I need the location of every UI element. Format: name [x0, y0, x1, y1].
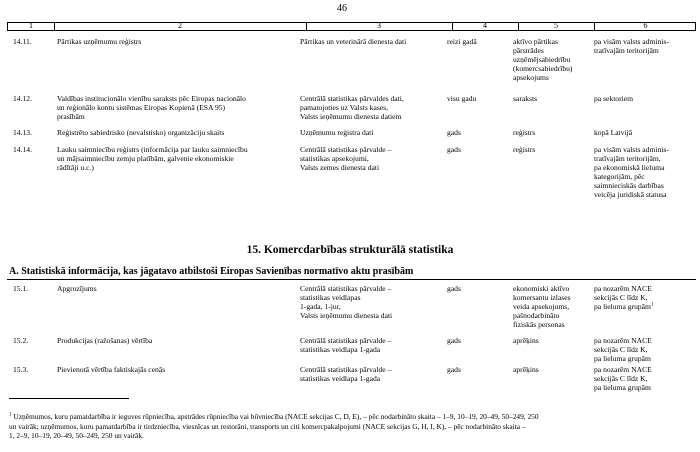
footnote-line: un vairāk; uzņēmumos, kuru pamatdarbība ir tirdzniecība, viesnīcas un restorāni, transports un citi komercpakalpojumi (NACE sekcijas G, H, I, K), – pēc nodarbināto skaita –: [9, 421, 526, 431]
footnote: [9, 412, 689, 441]
row-source: pamatojoties uz Valsts kases,: [300, 103, 389, 112]
row-source: statistikas veidlapa 1-gada: [300, 374, 381, 383]
row-indicator: Pievienotā vērtība faktiskajās cenās: [57, 365, 166, 374]
row-indicator: Apgrozījums: [57, 284, 97, 293]
row-source: statistikas veidlapas: [300, 293, 361, 302]
footnote-reference: 1: [650, 302, 654, 308]
row-detail: pa lieluma grupām: [594, 354, 651, 363]
row-detail: pa visām valsts adminis-: [594, 37, 669, 46]
row-indicator: prasībām: [57, 112, 85, 121]
row-method: apsekojums: [513, 73, 549, 82]
footnote-mark: 1: [9, 412, 12, 418]
row-detail: sekcijās C līdz K,: [594, 293, 648, 302]
row-frequency: reizi gadā: [447, 37, 477, 46]
row-method: aktīvo pārtikas: [513, 37, 558, 46]
row-frequency: visu gadu: [447, 94, 477, 103]
row-method: reģistrs: [513, 145, 536, 154]
row-source: Valsts zemes dienesta dati: [300, 163, 380, 172]
col-header-5: 5: [554, 21, 558, 30]
row-source: Uzņēmumu reģistra dati: [300, 128, 374, 137]
row-number: 14.14.: [13, 145, 32, 154]
row-number: 14.11.: [13, 37, 32, 46]
row-indicator: un reģionālo kontu sistēmas Eiropas Kopienā (ESA 95): [57, 103, 226, 112]
row-detail: pa visām valsts adminis-: [594, 145, 669, 154]
footnote-line: 1, 2–9, 10–19, 20–49, 50–249, 250 un vairāk.: [9, 431, 144, 440]
row-detail: sekcijās C līdz K,: [594, 374, 648, 383]
row-frequency: gads: [447, 145, 461, 154]
row-method: pašnodarbināto: [513, 311, 560, 320]
row-detail: pa nozarēm NACE: [594, 336, 652, 345]
row-method: saraksts: [513, 94, 538, 103]
table-header: [7, 22, 696, 31]
row-source: statistikas veidlapa 1-gada: [300, 345, 381, 354]
row-number: 15.2.: [13, 336, 29, 345]
row-method: reģistrs: [513, 128, 536, 137]
row-frequency: gads: [447, 284, 461, 293]
row-number: 15.1.: [13, 284, 29, 293]
row-detail: pa ekonomiskā lieluma: [594, 163, 665, 172]
row-indicator: un mājsaimniecību zemju platībām, galvenie ekonomiskie: [57, 154, 234, 163]
row-source: Valsts ieņēmumu dienesta dati: [300, 311, 393, 320]
row-source: Centrālā statistikas pārvaldes dati,: [300, 94, 404, 103]
row-source: Valsts ieņēmumu dienesta datiem: [300, 112, 402, 121]
row-number: 15.3.: [13, 365, 29, 374]
row-frequency: gads: [447, 336, 461, 345]
footnote-line: [9, 412, 689, 422]
row-method: fiziskās personas: [513, 320, 565, 329]
col-header-6: 6: [643, 21, 648, 30]
row-detail: saimnieciskās darbības: [594, 181, 664, 190]
row-detail: kopā Latvijā: [594, 128, 633, 137]
row-source: statistikas apsekojumi,: [300, 154, 369, 163]
row-source: Centrālā statistikas pārvalde –: [300, 284, 392, 293]
row-indicator: rādītāji u.c.): [57, 163, 94, 172]
row-method: uzņēmējsabiedrību: [513, 55, 571, 64]
row-method: (komercsabiedrību): [513, 64, 573, 73]
row-indicator: Produkcijas (ražošanas) vērtība: [57, 336, 153, 345]
section-title: 15. Komercdarbības strukturālā statistika: [246, 244, 454, 256]
page-number: 46: [337, 3, 347, 14]
row-detail: pa sektoriem: [594, 94, 634, 103]
row-method: ekonomiski aktīvo: [513, 284, 570, 293]
row-detail: pa nozarēm NACE: [594, 284, 652, 293]
row-indicator: Valdības institucionālo vienību saraksts pēc Eiropas nacionālo: [57, 94, 246, 103]
row-frequency: gads: [447, 365, 461, 374]
footnote-text: Uzņēmumos, kuru pamatdarbība ir ieguves rūpniecība, apstrādes rūpniecība vai būvniecība (NACE sekcijas C, D, E), – pēc nodarbināto skaita – 1–9, 10–19, 20–49, 50–249, 250: [13, 412, 539, 421]
row-method: aprēķins: [513, 336, 539, 345]
row-detail: sekcijās C līdz K,: [594, 345, 648, 354]
row-method: veida apsekojums,: [513, 302, 570, 311]
col-header-2: 2: [178, 21, 182, 30]
footnote-rule: [9, 398, 129, 399]
row-source: 1-gada, 1-jur,: [300, 302, 341, 311]
row-detail: tratīvajām teritorijām,: [594, 154, 661, 163]
row-number: 14.12.: [13, 94, 32, 103]
row-number: 14.13.: [13, 128, 32, 137]
row-detail: pa nozarēm NACE: [594, 365, 652, 374]
row-frequency: gads: [447, 128, 461, 137]
row-detail: pa lieluma grupām: [594, 383, 651, 392]
row-method: pārstrādes: [513, 46, 544, 55]
row-detail-text: pa lieluma grupām: [594, 302, 651, 311]
row-indicator: Pārtikas uzņēmumu reģistrs: [57, 37, 142, 46]
row-indicator: Reģistrēto sabiedrisko (nevalstisko) organizāciju skaits: [57, 128, 225, 137]
row-detail: [594, 302, 653, 311]
row-method: komersantu izlases: [513, 293, 571, 302]
row-source: Centrālā statistikas pārvalde –: [300, 145, 392, 154]
row-method: aprēķins: [513, 365, 539, 374]
section-rule: [7, 279, 696, 280]
row-source: Centrālā statistikas pārvalde –: [300, 336, 392, 345]
row-detail: tratīvajām teritorijām: [594, 46, 659, 55]
row-detail: kategorijām, pēc: [594, 172, 645, 181]
col-header-1: 1: [29, 21, 33, 30]
row-source: Pārtikas un veterinārā dienesta dati: [300, 37, 407, 46]
col-header-4: 4: [483, 21, 487, 30]
col-header-3: 3: [377, 21, 381, 30]
row-source: Centrālā statistikas pārvalde –: [300, 365, 392, 374]
row-indicator: Lauku saimniecību reģistrs (informācija par lauku saimniecību: [57, 145, 248, 154]
subsection-title: A. Statistiskā informācija, kas jāgatavo atbilstoši Eiropas Savienības normatīvo aktu prasībām: [9, 266, 414, 277]
row-detail: veicēja juridiskā statusa: [594, 190, 667, 199]
